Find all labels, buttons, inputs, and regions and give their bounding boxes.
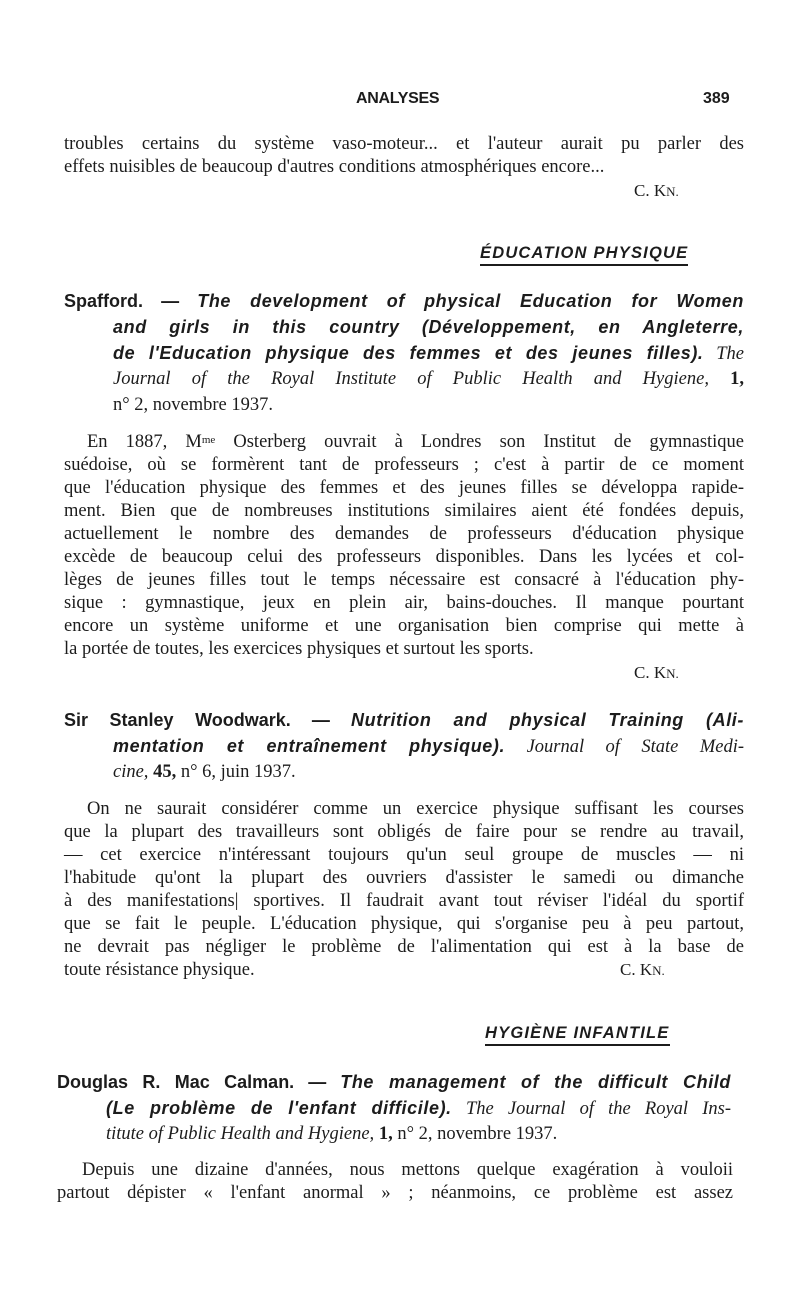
signature: C. KN. bbox=[620, 960, 665, 979]
signature: C. KN. bbox=[634, 663, 679, 682]
journal-line: Journal of the Royal Institute of Public Health and Hygiene, 1, bbox=[113, 369, 745, 389]
body-line: ment. Bien que de nombreuses institutions similaires aient été fondées depuis, bbox=[64, 501, 744, 521]
body-line: toute résistance physique. bbox=[64, 960, 255, 980]
body-line: que la plupart des travailleurs sont obligés de faire pour se rendre au travail, bbox=[64, 822, 744, 842]
article-title-line: de l'Education physique des femmes et des jeunes filles). The bbox=[113, 343, 745, 364]
journal-line: cine, 45, n° 6, juin 1937. bbox=[113, 762, 296, 782]
article-author: Spafford. bbox=[64, 291, 143, 311]
signature: C. KN. bbox=[634, 181, 679, 200]
body-line: sique : gymnastique, jeux en plein air, bains-douches. Il manque pourtant bbox=[64, 593, 744, 613]
body-line: que l'éducation physique des femmes et des jeunes filles se développa rapide- bbox=[64, 478, 744, 498]
body-line: ne devrait pas négliger le problème de l'alimentation qui est à la base de bbox=[64, 937, 744, 957]
body-line: — cet exercice n'intéressant toujours qu'un seul groupe de muscles — ni bbox=[64, 845, 744, 865]
body-line: à des manifestations| sportives. Il faudrait avant tout réviser l'idéal du sportif bbox=[64, 891, 744, 911]
body-line: On ne saurait considérer comme un exercice physique suffisant les courses bbox=[87, 799, 744, 819]
body-line: suédoise, où se formèrent tant de professeurs ; c'est à partir de ce moment bbox=[64, 455, 744, 475]
dash: — bbox=[161, 291, 180, 311]
body-line: partout dépister « l'enfant anormal » ; néanmoins, ce problème est assez bbox=[57, 1183, 733, 1203]
issue-line: n° 2, novembre 1937. bbox=[113, 395, 273, 415]
body-line: la portée de toutes, les exercices physiques et surtout les sports. bbox=[64, 639, 534, 659]
article-title: Nutrition and physical Training (Ali- bbox=[351, 710, 744, 730]
section-heading-education-physique: ÉDUCATION PHYSIQUE bbox=[480, 244, 688, 266]
body-line: Depuis une dizaine d'années, nous mettons quelque exagération à vouloii bbox=[82, 1160, 733, 1180]
body-line: encore un système uniforme et une organisation bien comprise qui mette à bbox=[64, 616, 744, 636]
body-line: l'habitude qu'ont la plupart des ouvriers d'assister le samedi ou dimanche bbox=[64, 868, 744, 888]
article-heading-line bbox=[57, 1071, 731, 1095]
article-heading-line bbox=[64, 290, 744, 314]
body-line: excède de beaucoup celui des professeurs disponibles. Dans les lycées et col- bbox=[64, 547, 744, 567]
article-title-line: (Le problème de l'enfant difficile). The Journal of the Royal Ins- bbox=[106, 1098, 731, 1119]
running-header-title: ANALYSES bbox=[356, 90, 440, 107]
section-heading-hygiene-infantile: HYGIÈNE INFANTILE bbox=[485, 1024, 670, 1046]
body-line: lèges de jeunes filles tout le temps nécessaire est consacré à l'éducation phy- bbox=[64, 570, 744, 590]
volume: 45, bbox=[153, 762, 177, 782]
page-number: 389 bbox=[703, 90, 730, 107]
article-author: Sir Stanley Woodwark. bbox=[64, 710, 291, 730]
article-heading-line bbox=[64, 709, 744, 733]
journal-line: titute of Public Health and Hygiene, 1, n° 2, novembre 1937. bbox=[106, 1124, 558, 1144]
article-author: Douglas R. Mac Calman. bbox=[57, 1072, 295, 1092]
text-line: effets nuisibles de beaucoup d'autres conditions atmosphériques encore... bbox=[64, 157, 605, 177]
article-title: The management of the difficult Child bbox=[340, 1072, 731, 1092]
body-line: actuellement le nombre des demandes de professeurs d'éducation physique bbox=[64, 524, 744, 544]
body-line: En 1887, $M^{me}$ Osterberg ouvrait à Londres son Institut de gymnastique bbox=[87, 432, 745, 452]
article-title: The development of physical Education for Women bbox=[197, 291, 745, 311]
text-line: troubles certains du système vaso-moteur... et l'auteur aurait pu parler des bbox=[64, 134, 744, 154]
volume: 1, bbox=[378, 1124, 393, 1144]
article-title-line: and girls in this country (Développement, en Angleterre, bbox=[113, 317, 744, 337]
dash: — bbox=[311, 710, 330, 730]
volume: 1, bbox=[730, 369, 745, 389]
article-title-line: mentation et entraînement physique). Journal of State Medi- bbox=[113, 736, 744, 757]
dash: — bbox=[308, 1072, 327, 1092]
body-line: que se fait le peuple. L'éducation physique, qui s'organise peu à peu partout, bbox=[64, 914, 744, 934]
